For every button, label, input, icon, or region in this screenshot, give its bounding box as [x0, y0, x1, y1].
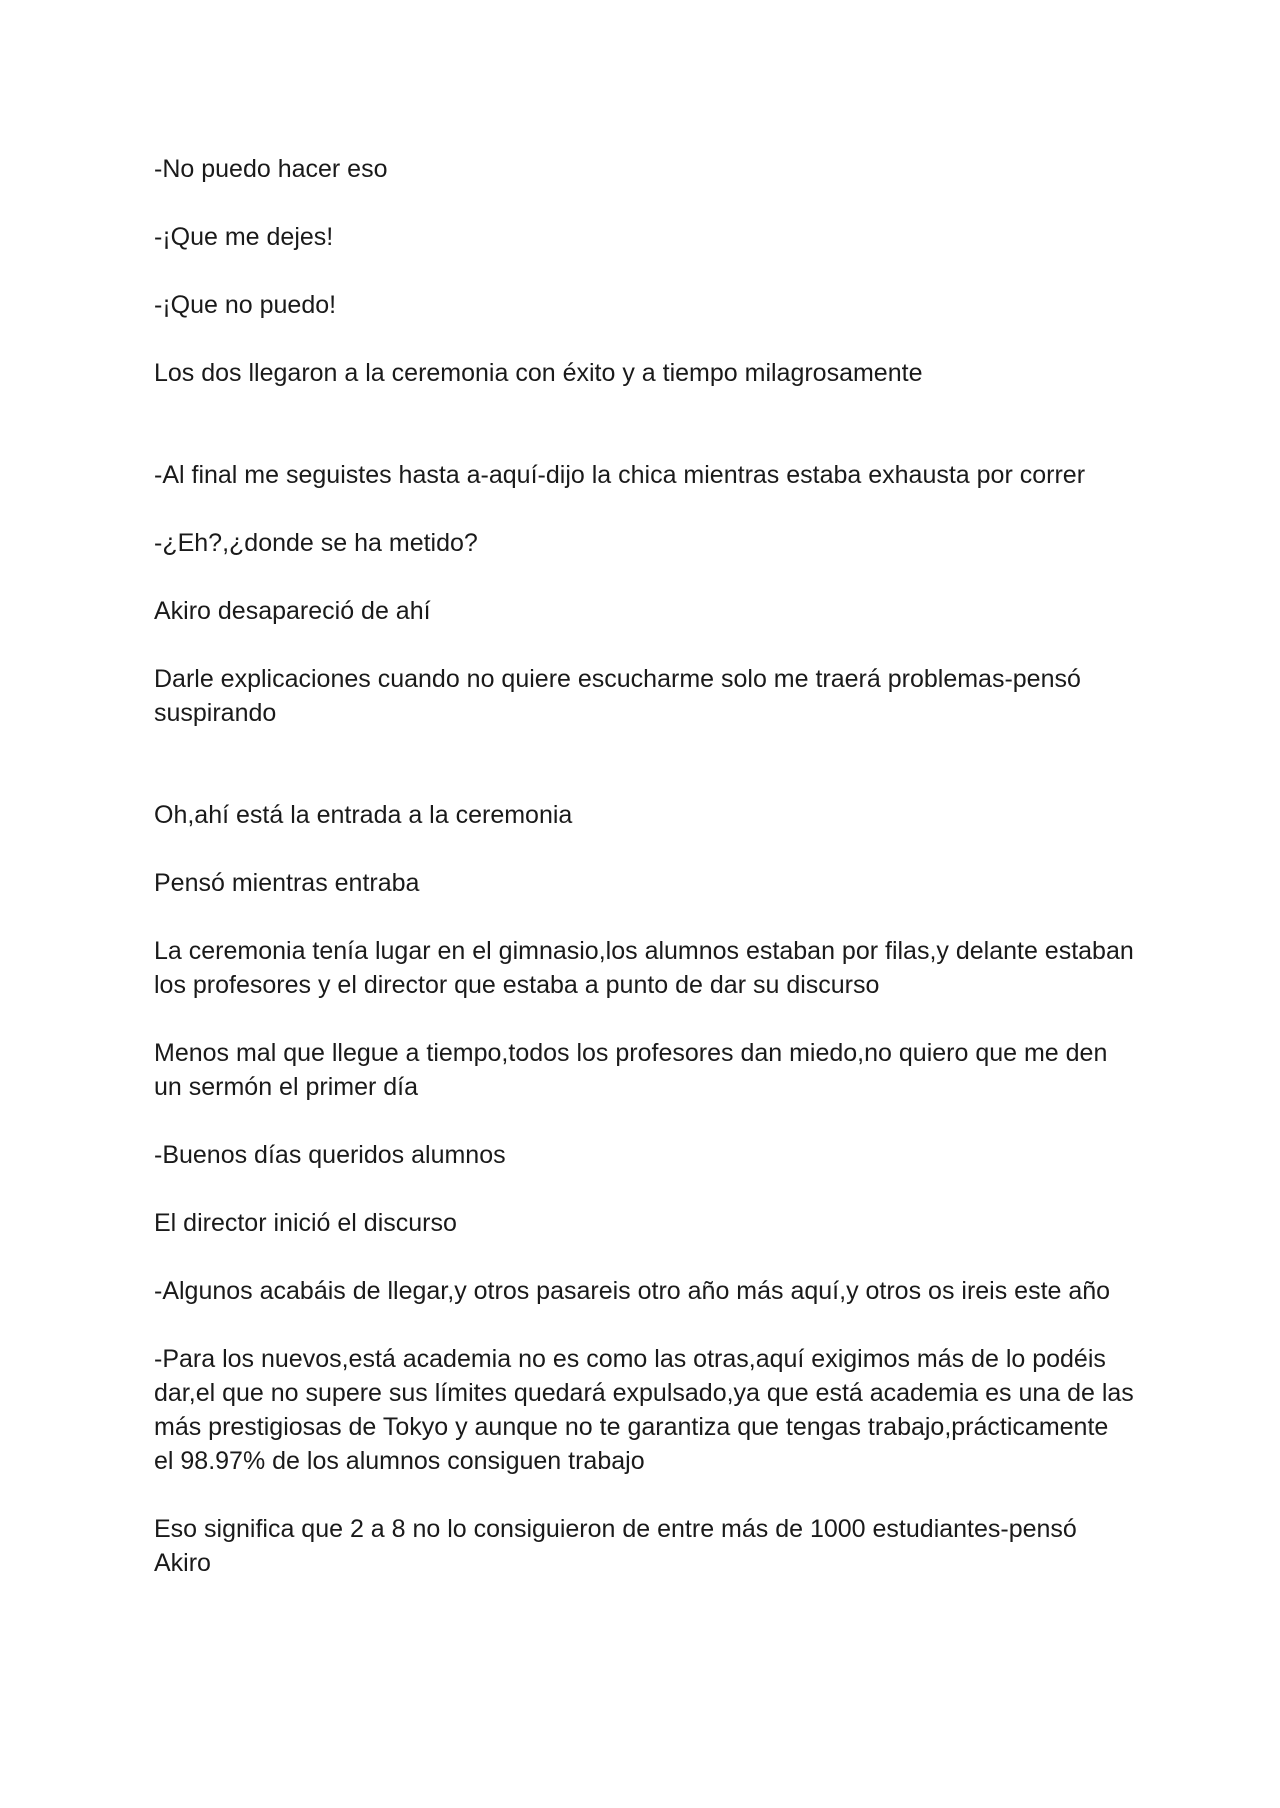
paragraph: Akiro desapareció de ahí	[154, 597, 431, 625]
paragraph: -¡Que me dejes!	[154, 223, 334, 251]
paragraph: -¿Eh?,¿donde se ha metido?	[154, 529, 478, 557]
paragraph: -Al final me seguistes hasta a-aquí-dijo la chica mientras estaba exhausta por correr	[154, 461, 1086, 489]
paragraph: -No puedo hacer eso	[154, 155, 388, 183]
paragraph: Menos mal que llegue a tiempo,todos los profesores dan miedo,no quiero que me den un sermón el primer día	[154, 1039, 1108, 1101]
paragraph: -Algunos acabáis de llegar,y otros pasareis otro año más aquí,y otros os ireis este año	[154, 1277, 1111, 1305]
document-body	[154, 152, 1134, 1614]
paragraph: Pensó mientras entraba	[154, 869, 420, 897]
paragraph: -¡Que no puedo!	[154, 291, 337, 319]
paragraph: Eso significa que 2 a 8 no lo consiguieron de entre más de 1000 estudiantes-pensó Akiro	[154, 1515, 1077, 1577]
paragraph: Oh,ahí está la entrada a la ceremonia	[154, 801, 573, 829]
paragraph: Darle explicaciones cuando no quiere escucharme solo me traerá problemas-pensó suspirando	[154, 665, 1081, 727]
paragraph: La ceremonia tenía lugar en el gimnasio,los alumnos estaban por filas,y delante estaban los profesores y el director que estaba a punto de dar su discurso	[154, 937, 1134, 999]
paragraph: -Buenos días queridos alumnos	[154, 1141, 506, 1169]
paragraph: -Para los nuevos,está academia no es como las otras,aquí exigimos más de lo podéis dar,el que no supere sus límites quedará expulsado,ya que está academia es una de las más prestigiosas de Tokyo y aunque no te garantiza que tengas trabajo,prácticamente el 98.97% de los alumnos consiguen trabajo	[154, 1345, 1134, 1475]
paragraph: El director inició el discurso	[154, 1209, 457, 1237]
paragraph: Los dos llegaron a la ceremonia con éxito y a tiempo milagrosamente	[154, 359, 923, 387]
